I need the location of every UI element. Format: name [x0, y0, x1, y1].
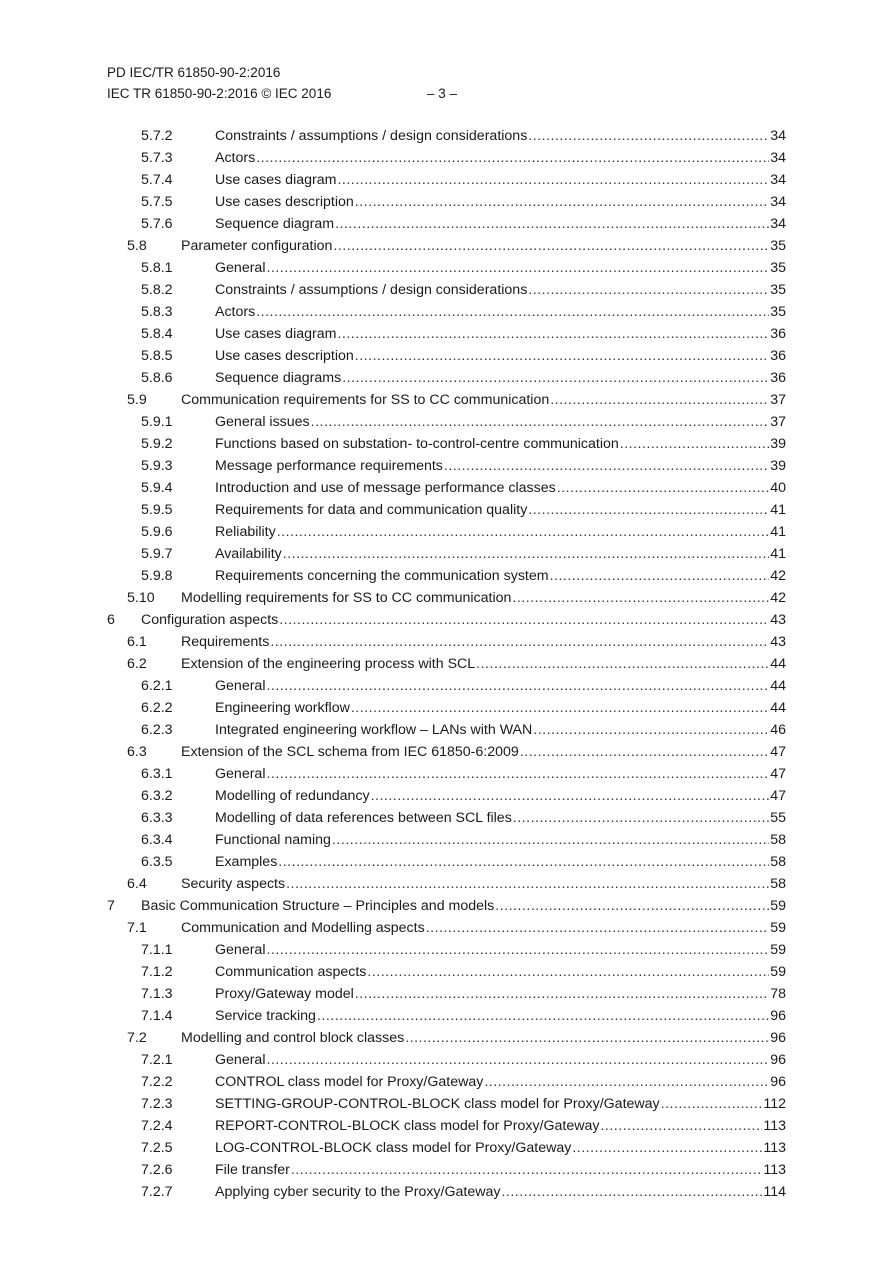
section-title: Constraints / assumptions / design considerations — [215, 128, 528, 144]
dot-leader — [266, 1050, 769, 1070]
toc-entry[interactable] — [0, 918, 892, 938]
section-number: 6.2.3 — [141, 722, 173, 738]
toc-entry[interactable] — [0, 412, 892, 432]
toc-entry[interactable] — [0, 896, 892, 916]
dot-leader — [528, 126, 769, 146]
section-number: 6.3.5 — [141, 854, 173, 870]
section-title: Communication aspects — [215, 964, 367, 980]
section-title: CONTROL class model for Proxy/Gateway — [215, 1074, 484, 1090]
entry-line — [215, 1138, 786, 1158]
entry-line — [215, 478, 786, 498]
section-title: Extension of the engineering process with SCL — [181, 656, 476, 672]
section-number: 7.1.3 — [141, 986, 173, 1002]
entry-line — [215, 214, 786, 234]
section-title: Security aspects — [181, 876, 286, 892]
toc-entry[interactable] — [0, 544, 892, 564]
section-number: 5.9.8 — [141, 568, 173, 584]
dot-leader — [520, 742, 769, 762]
entry-line — [215, 148, 786, 168]
toc-entry[interactable] — [0, 280, 892, 300]
entry-line — [215, 302, 786, 322]
entry-line — [181, 390, 786, 410]
entry-line — [181, 742, 786, 762]
section-title: Constraints / assumptions / design considerations — [215, 282, 528, 298]
dot-leader — [444, 456, 769, 476]
page-ref: 112 — [763, 1096, 786, 1112]
section-number: 7.2.3 — [141, 1096, 173, 1112]
page-ref: 34 — [770, 194, 786, 210]
page-ref: 40 — [770, 480, 786, 496]
toc-entry[interactable] — [0, 808, 892, 828]
section-number: 6.3.2 — [141, 788, 173, 804]
entry-line — [181, 654, 786, 674]
dot-leader — [355, 192, 769, 212]
dot-leader — [266, 764, 769, 784]
page-ref: 46 — [770, 722, 786, 738]
entry-line — [181, 1028, 786, 1048]
entry-line — [215, 456, 786, 476]
dot-leader — [550, 566, 770, 586]
page-ref: 42 — [770, 590, 786, 606]
entry-line — [215, 368, 786, 388]
toc-entry[interactable] — [0, 1050, 892, 1070]
section-title: Introduction and use of message performance classes — [215, 480, 556, 496]
page-ref: 37 — [770, 392, 786, 408]
page-ref: 34 — [770, 150, 786, 166]
dot-leader — [311, 412, 770, 432]
dot-leader — [333, 236, 769, 256]
section-title: Proxy/Gateway model — [215, 986, 354, 1002]
toc-entry[interactable] — [0, 632, 892, 652]
section-title: Modelling and control block classes — [181, 1030, 405, 1046]
entry-line — [181, 918, 786, 938]
toc-entry[interactable] — [0, 1160, 892, 1180]
section-title: General issues — [215, 414, 310, 430]
dot-leader — [342, 368, 769, 388]
page-header — [107, 62, 457, 104]
section-title: General — [215, 942, 266, 958]
page-ref: 43 — [770, 634, 786, 650]
section-title: Requirements concerning the communication system — [215, 568, 549, 584]
entry-line — [215, 522, 786, 542]
entry-line — [215, 984, 786, 1004]
toc-entry[interactable] — [0, 390, 892, 410]
page-ref: 55 — [770, 810, 786, 826]
entry-line — [215, 544, 786, 564]
section-title: Examples — [215, 854, 278, 870]
toc-entry[interactable] — [0, 1006, 892, 1026]
page-ref: 36 — [770, 326, 786, 342]
page-ref: 59 — [770, 898, 786, 914]
toc-entry[interactable] — [0, 830, 892, 850]
toc-entry[interactable] — [0, 170, 892, 190]
toc-entry[interactable] — [0, 698, 892, 718]
entry-line — [215, 962, 786, 982]
dot-leader — [528, 280, 769, 300]
dot-leader — [550, 390, 769, 410]
page-ref: 35 — [770, 282, 786, 298]
page-ref: 96 — [770, 1052, 786, 1068]
dot-leader — [426, 918, 770, 938]
section-number: 5.7.3 — [141, 150, 173, 166]
section-number: 7.2.1 — [141, 1052, 173, 1068]
section-title: Requirements for data and communication quality — [215, 502, 528, 518]
toc-entry[interactable] — [0, 236, 892, 256]
toc-entry[interactable] — [0, 434, 892, 454]
entry-line — [215, 1116, 786, 1136]
section-title: Sequence diagram — [215, 216, 335, 232]
section-number: 5.7.6 — [141, 216, 173, 232]
toc-entry[interactable] — [0, 1116, 892, 1136]
dot-leader — [513, 808, 769, 828]
page-number: – 3 – — [427, 86, 458, 101]
entry-line — [215, 170, 786, 190]
section-title: Integrated engineering workflow – LANs with WAN — [215, 722, 533, 738]
dot-leader — [337, 170, 769, 190]
dot-leader — [283, 544, 769, 564]
section-title: Communication requirements for SS to CC communication — [181, 392, 550, 408]
section-number: 7.1.1 — [141, 942, 173, 958]
dot-leader — [256, 148, 769, 168]
section-title: LOG-CONTROL-BLOCK class model for Proxy/Gateway — [215, 1140, 572, 1156]
toc-entry[interactable] — [0, 148, 892, 168]
entry-line — [215, 346, 786, 366]
section-title: Message performance requirements — [215, 458, 443, 474]
section-number: 7 — [107, 898, 115, 914]
section-number: 5.10 — [127, 590, 155, 606]
toc-entry[interactable] — [0, 324, 892, 344]
toc-entry[interactable] — [0, 522, 892, 542]
dot-leader — [266, 940, 769, 960]
page-ref: 47 — [770, 744, 786, 760]
page-ref: 59 — [770, 942, 786, 958]
section-number: 5.9.7 — [141, 546, 173, 562]
dot-leader — [371, 786, 770, 806]
section-title: File transfer — [215, 1162, 290, 1178]
entry-line — [215, 192, 786, 212]
section-title: Service tracking — [215, 1008, 316, 1024]
section-title: Modelling of data references between SCL files — [215, 810, 512, 826]
section-title: Use cases diagram — [215, 172, 337, 188]
page-ref: 44 — [770, 678, 786, 694]
section-title: Use cases description — [215, 348, 354, 364]
section-title: Basic Communication Structure – Principles and models — [141, 898, 495, 914]
section-number: 5.8.4 — [141, 326, 173, 342]
section-title: Parameter configuration — [181, 238, 333, 254]
page-ref: 113 — [763, 1162, 786, 1178]
section-number: 5.8 — [127, 238, 147, 254]
section-number: 7.1 — [127, 920, 147, 936]
section-number: 6.3.1 — [141, 766, 173, 782]
section-title: General — [215, 766, 266, 782]
section-number: 6.3 — [127, 744, 147, 760]
dot-leader — [317, 1006, 769, 1026]
section-number: 6.2.2 — [141, 700, 173, 716]
section-number: 7.2.5 — [141, 1140, 173, 1156]
page-ref: 44 — [770, 656, 786, 672]
section-title: General — [215, 260, 266, 276]
section-title: Modelling requirements for SS to CC communication — [181, 590, 512, 606]
entry-line — [141, 610, 786, 630]
dot-leader — [528, 500, 769, 520]
section-number: 7.2.2 — [141, 1074, 173, 1090]
section-number: 5.9.1 — [141, 414, 173, 430]
section-number: 7.2.4 — [141, 1118, 173, 1134]
toc-entry[interactable] — [0, 676, 892, 696]
toc-entry[interactable] — [0, 874, 892, 894]
section-title: Requirements — [181, 634, 270, 650]
section-number: 5.9.2 — [141, 436, 173, 452]
entry-line — [215, 852, 786, 872]
section-number: 5.9.3 — [141, 458, 173, 474]
section-number: 5.7.5 — [141, 194, 173, 210]
dot-leader — [355, 984, 769, 1004]
toc-entry[interactable] — [0, 786, 892, 806]
section-number: 6.3.3 — [141, 810, 173, 826]
toc-entry[interactable] — [0, 742, 892, 762]
page-ref: 39 — [770, 436, 786, 452]
section-title: Sequence diagrams — [215, 370, 342, 386]
toc-entry[interactable] — [0, 984, 892, 1004]
entry-line — [215, 720, 786, 740]
toc-entry[interactable] — [0, 962, 892, 982]
entry-line — [215, 786, 786, 806]
dot-leader — [600, 1116, 762, 1136]
entry-line — [215, 280, 786, 300]
toc-entry[interactable] — [0, 346, 892, 366]
entry-line — [215, 412, 786, 432]
toc-entry[interactable] — [0, 478, 892, 498]
dot-leader — [367, 962, 769, 982]
dot-leader — [286, 874, 769, 894]
toc-entry[interactable] — [0, 566, 892, 586]
page-ref: 34 — [770, 128, 786, 144]
toc-entry[interactable] — [0, 1028, 892, 1048]
toc-entry[interactable] — [0, 764, 892, 784]
toc-entry[interactable] — [0, 1094, 892, 1114]
section-title: Availability — [215, 546, 282, 562]
section-number: 5.8.1 — [141, 260, 173, 276]
page-ref: 36 — [770, 348, 786, 364]
entry-line — [215, 808, 786, 828]
dot-leader — [620, 434, 769, 454]
entry-line — [215, 676, 786, 696]
page-ref: 34 — [770, 172, 786, 188]
section-number: 6.3.4 — [141, 832, 173, 848]
section-title: Use cases diagram — [215, 326, 337, 342]
toc-entry[interactable] — [0, 654, 892, 674]
page-ref: 47 — [770, 788, 786, 804]
dot-leader — [266, 258, 769, 278]
page-ref: 41 — [770, 546, 786, 562]
page-ref: 44 — [770, 700, 786, 716]
entry-line — [215, 698, 786, 718]
section-number: 6.1 — [127, 634, 147, 650]
page-ref: 41 — [770, 502, 786, 518]
page-ref: 58 — [770, 832, 786, 848]
section-title: Functions based on substation- to-control-centre communication — [215, 436, 619, 452]
section-title: Functional naming — [215, 832, 331, 848]
copyright-notice: IEC TR 61850-90-2:2016 © IEC 2016 — [107, 86, 332, 101]
entry-line — [215, 126, 786, 146]
dot-leader — [405, 1028, 769, 1048]
section-title: SETTING-GROUP-CONTROL-BLOCK class model for Proxy/Gateway — [215, 1096, 660, 1112]
page-ref: 42 — [770, 568, 786, 584]
section-number: 6.2 — [127, 656, 147, 672]
dot-leader — [484, 1072, 769, 1092]
page-ref: 35 — [770, 304, 786, 320]
page-ref: 58 — [770, 854, 786, 870]
section-title: Use cases description — [215, 194, 354, 210]
entry-line — [215, 764, 786, 784]
section-title: Communication and Modelling aspects — [181, 920, 425, 936]
section-number: 5.8.5 — [141, 348, 173, 364]
section-number: 5.9 — [127, 392, 147, 408]
entry-line — [215, 1160, 786, 1180]
dot-leader — [270, 632, 769, 652]
dot-leader — [476, 654, 769, 674]
section-title: Reliability — [215, 524, 276, 540]
page-ref: 58 — [770, 876, 786, 892]
dot-leader — [277, 522, 770, 542]
dot-leader — [533, 720, 769, 740]
dot-leader — [337, 324, 769, 344]
section-number: 7.2.7 — [141, 1184, 173, 1200]
entry-line — [215, 500, 786, 520]
section-number: 5.9.6 — [141, 524, 173, 540]
entry-line — [215, 566, 786, 586]
entry-line — [215, 1182, 786, 1202]
entry-line — [181, 874, 786, 894]
page-ref: 96 — [770, 1008, 786, 1024]
dot-leader — [256, 302, 769, 322]
toc-entry[interactable] — [0, 1182, 892, 1202]
page-ref: 35 — [770, 238, 786, 254]
toc-entry[interactable] — [0, 720, 892, 740]
entry-line — [215, 434, 786, 454]
section-title: Extension of the SCL schema from IEC 61850-6:2009 — [181, 744, 519, 760]
page-ref: 96 — [770, 1074, 786, 1090]
entry-line — [181, 632, 786, 652]
section-number: 6 — [107, 612, 115, 628]
section-title: Actors — [215, 304, 256, 320]
entry-line — [215, 1050, 786, 1070]
dot-leader — [495, 896, 769, 916]
entry-line — [215, 1094, 786, 1114]
section-number: 7.2.6 — [141, 1162, 173, 1178]
header-line — [107, 83, 457, 104]
page-ref: 34 — [770, 216, 786, 232]
page-ref: 37 — [770, 414, 786, 430]
toc-entry[interactable] — [0, 126, 892, 146]
page-ref: 47 — [770, 766, 786, 782]
dot-leader — [291, 1160, 762, 1180]
dot-leader — [501, 1182, 762, 1202]
toc-entry[interactable] — [0, 192, 892, 212]
entry-line — [215, 324, 786, 344]
dot-leader — [572, 1138, 762, 1158]
dot-leader — [557, 478, 770, 498]
dot-leader — [335, 214, 769, 234]
entry-line — [215, 258, 786, 278]
section-number: 5.8.2 — [141, 282, 173, 298]
dot-leader — [355, 346, 769, 366]
section-number: 5.8.6 — [141, 370, 173, 386]
entry-line — [215, 830, 786, 850]
dot-leader — [266, 676, 769, 696]
document-id: PD IEC/TR 61850-90-2:2016 — [107, 65, 281, 80]
page-ref: 41 — [770, 524, 786, 540]
section-title: Actors — [215, 150, 256, 166]
section-number: 5.9.4 — [141, 480, 173, 496]
section-title: Modelling of redundancy — [215, 788, 370, 804]
section-number: 5.9.5 — [141, 502, 173, 518]
entry-line — [181, 588, 786, 608]
entry-line — [215, 1072, 786, 1092]
toc-entry[interactable] — [0, 456, 892, 476]
entry-line — [215, 1006, 786, 1026]
entry-line — [215, 940, 786, 960]
dot-leader — [332, 830, 769, 850]
toc-entry[interactable] — [0, 214, 892, 234]
toc-entry[interactable] — [0, 852, 892, 872]
toc-entry[interactable] — [0, 1138, 892, 1158]
section-title: REPORT-CONTROL-BLOCK class model for Proxy/Gateway — [215, 1118, 600, 1134]
section-number: 5.7.2 — [141, 128, 173, 144]
section-title: Configuration aspects — [141, 612, 279, 628]
page-ref: 36 — [770, 370, 786, 386]
page-ref: 39 — [770, 458, 786, 474]
section-number: 7.2 — [127, 1030, 147, 1046]
page-ref: 35 — [770, 260, 786, 276]
page-ref: 59 — [770, 920, 786, 936]
toc-entry[interactable] — [0, 302, 892, 322]
dot-leader — [661, 1094, 763, 1114]
section-number: 6.4 — [127, 876, 147, 892]
section-number: 5.8.3 — [141, 304, 173, 320]
dot-leader — [512, 588, 769, 608]
page-ref: 113 — [763, 1140, 786, 1156]
page-ref: 78 — [770, 986, 786, 1002]
page-ref: 113 — [763, 1118, 786, 1134]
toc-entry[interactable] — [0, 588, 892, 608]
section-number: 7.1.2 — [141, 964, 173, 980]
entry-line — [181, 236, 786, 256]
toc-entry[interactable] — [0, 1072, 892, 1092]
page-ref: 96 — [770, 1030, 786, 1046]
section-title: Applying cyber security to the Proxy/Gateway — [215, 1184, 501, 1200]
page-ref: 43 — [770, 612, 786, 628]
section-number: 7.1.4 — [141, 1008, 173, 1024]
section-title: General — [215, 678, 266, 694]
entry-line — [141, 896, 786, 916]
section-number: 6.2.1 — [141, 678, 173, 694]
toc-entry[interactable] — [0, 368, 892, 388]
dot-leader — [278, 852, 769, 872]
toc-entry[interactable] — [0, 500, 892, 520]
toc-entry[interactable] — [0, 610, 892, 630]
section-number: 5.7.4 — [141, 172, 173, 188]
page-ref: 114 — [763, 1184, 786, 1200]
page-ref: 59 — [770, 964, 786, 980]
toc-entry[interactable] — [0, 940, 892, 960]
dot-leader — [279, 610, 769, 630]
section-title: Engineering workflow — [215, 700, 350, 716]
section-title: General — [215, 1052, 266, 1068]
dot-leader — [351, 698, 769, 718]
toc-entry[interactable] — [0, 258, 892, 278]
